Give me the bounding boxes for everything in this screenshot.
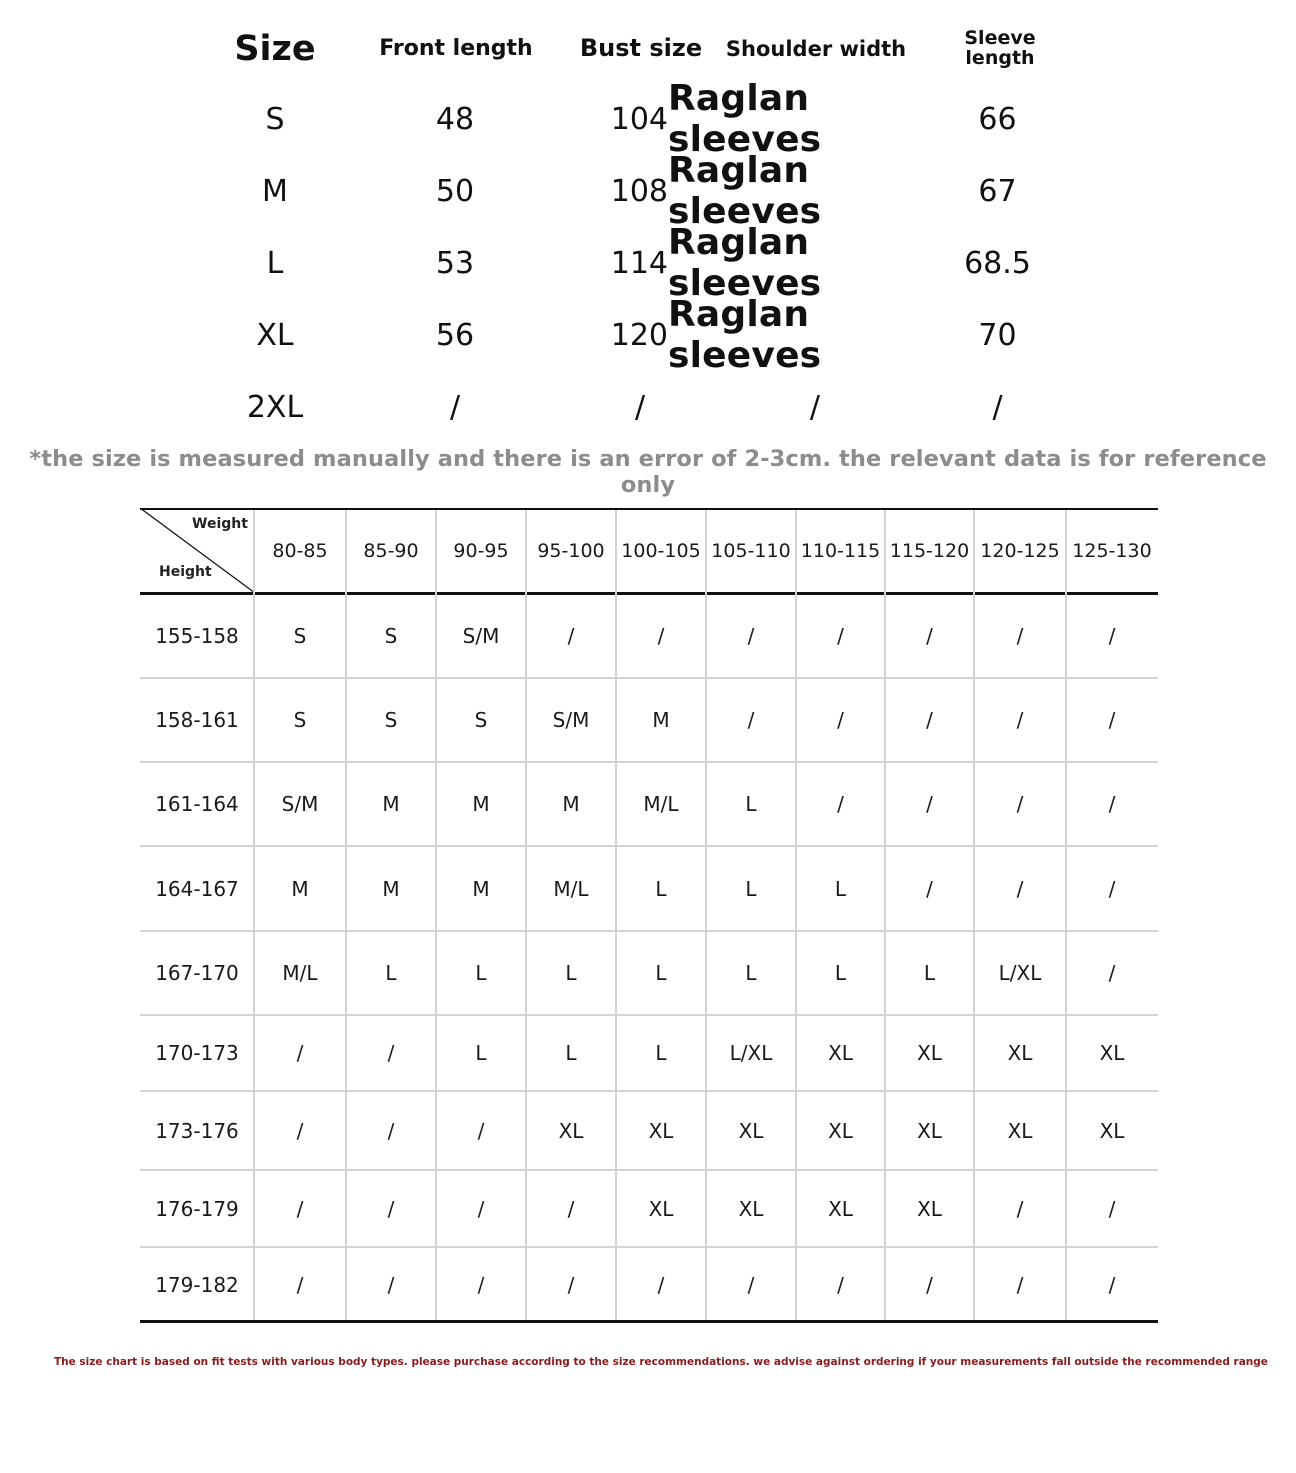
size-cell: / — [387, 1196, 395, 1221]
height-label: 167-170 — [155, 961, 239, 985]
size-cell: M/L — [643, 792, 679, 816]
corner-height-label: Height — [159, 564, 212, 580]
cell-front-length: 48 — [435, 101, 475, 137]
weight-header: 115-120 — [889, 540, 970, 562]
weight-header: 110-115 — [800, 540, 881, 562]
size-cell: L/XL — [729, 1041, 773, 1065]
weight-header: 100-105 — [621, 540, 701, 562]
size-cell: / — [1108, 961, 1116, 985]
size-cell: / — [296, 1118, 304, 1143]
size-cell: S — [293, 624, 307, 648]
height-label: 173-176 — [155, 1118, 239, 1143]
size-cell: / — [1108, 624, 1116, 648]
header-sleeve-line2: length — [965, 47, 1035, 69]
cell-sleeve-length: / — [992, 389, 1003, 425]
size-cell: S — [384, 708, 398, 732]
cell-bust-size: / — [634, 389, 646, 425]
height-label: 179-182 — [155, 1272, 239, 1297]
size-cell: XL — [648, 1196, 674, 1221]
size-cell: L — [655, 1041, 667, 1065]
header-shoulder-width: Shoulder width — [725, 36, 907, 61]
size-cell: XL — [1099, 1118, 1125, 1143]
size-cell: M — [652, 708, 670, 732]
size-cell: / — [477, 1196, 485, 1221]
cell-front-length: 50 — [435, 173, 475, 209]
height-label: 170-173 — [155, 1041, 239, 1065]
measurement-row — [0, 150, 1296, 232]
size-cell: L — [565, 1041, 577, 1065]
size-cell: M/L — [553, 876, 589, 901]
size-cell: / — [567, 1272, 575, 1297]
size-cell: / — [1108, 1196, 1116, 1221]
size-cell: M — [562, 792, 580, 816]
size-cell: / — [926, 876, 933, 901]
size-cell: / — [1016, 708, 1024, 732]
size-cell: / — [477, 1272, 485, 1297]
header-bust-size: Bust size — [579, 34, 703, 63]
cell-front-length: 53 — [435, 245, 475, 281]
size-cell: L — [834, 876, 847, 901]
weight-header: 85-90 — [363, 540, 419, 562]
cell-shoulder-width: Raglan sleeves — [668, 222, 822, 304]
cell-size: S — [265, 101, 285, 137]
measurement-row — [0, 78, 1296, 160]
size-cell: S/M — [552, 708, 590, 732]
size-cell: M — [472, 876, 490, 901]
size-cell: / — [657, 1272, 665, 1297]
size-cell: M — [291, 876, 309, 901]
size-cell: / — [837, 792, 844, 816]
height-label: 164-167 — [155, 876, 239, 901]
size-cell: / — [926, 792, 933, 816]
size-cell: / — [747, 708, 755, 732]
size-cell: / — [567, 624, 575, 648]
size-cell: S — [293, 708, 307, 732]
size-cell: L — [655, 876, 667, 901]
size-cell: L — [745, 961, 757, 985]
height-label: 161-164 — [155, 792, 239, 816]
size-cell: L — [475, 961, 487, 985]
size-cell: XL — [828, 1196, 853, 1221]
size-cell: / — [387, 1041, 395, 1065]
measurement-note: *the size is measured manually and there is an error of 2-3cm. the relevant data is for reference only — [29, 446, 1267, 498]
size-cell: XL — [828, 1041, 853, 1065]
size-cell: XL — [917, 1041, 942, 1065]
size-cell: / — [747, 624, 755, 648]
size-cell: L — [565, 961, 577, 985]
cell-bust-size: 108 — [610, 173, 668, 209]
weight-header: 80-85 — [272, 540, 328, 562]
header-sleeve-length — [950, 22, 1050, 76]
size-cell: XL — [648, 1118, 674, 1143]
weight-header: 125-130 — [1072, 540, 1152, 562]
size-cell: XL — [917, 1196, 942, 1221]
size-cell: XL — [1007, 1041, 1033, 1065]
header-size: Size — [234, 28, 316, 69]
cell-bust-size: 120 — [610, 317, 668, 353]
size-cell: S — [474, 708, 488, 732]
size-cell: / — [747, 1272, 755, 1297]
height-label: 155-158 — [155, 624, 239, 648]
cell-bust-size: 114 — [610, 245, 668, 281]
cell-front-length: / — [449, 389, 461, 425]
cell-sleeve-length: 67 — [978, 173, 1017, 209]
size-cell: / — [837, 708, 844, 732]
size-cell: L — [655, 961, 667, 985]
weight-header: 90-95 — [453, 540, 509, 562]
size-cell: / — [1016, 1272, 1024, 1297]
size-cell: / — [1016, 1196, 1024, 1221]
weight-header: 95-100 — [537, 540, 605, 562]
size-cell: L — [923, 961, 936, 985]
corner-weight-label: Weight — [192, 516, 248, 532]
size-cell: XL — [558, 1118, 584, 1143]
cell-sleeve-length: 68.5 — [964, 245, 1031, 281]
size-cell: / — [567, 1196, 575, 1221]
cell-shoulder-width: Raglan sleeves — [668, 294, 822, 376]
weight-header: 105-110 — [711, 540, 791, 562]
size-cell: / — [296, 1272, 304, 1297]
size-cell: L — [834, 961, 847, 985]
cell-size: M — [262, 173, 288, 209]
size-cell: XL — [738, 1196, 764, 1221]
size-cell: XL — [1007, 1118, 1033, 1143]
size-cell: M/L — [282, 961, 318, 985]
size-cell: / — [1108, 1272, 1116, 1297]
size-recommendation-grid — [140, 508, 1158, 1322]
size-cell: / — [926, 708, 933, 732]
height-label: 158-161 — [155, 708, 239, 732]
size-cell: L — [745, 876, 757, 901]
weight-header: 120-125 — [980, 540, 1060, 562]
measurement-row — [0, 222, 1296, 304]
size-cell: / — [926, 624, 933, 648]
size-cell: / — [837, 624, 844, 648]
cell-size: L — [266, 245, 284, 281]
size-cell: XL — [1099, 1041, 1125, 1065]
size-cell: XL — [917, 1118, 942, 1143]
cell-shoulder-width: / — [809, 389, 821, 425]
cell-bust-size: 104 — [610, 101, 668, 137]
size-cell: L/XL — [998, 961, 1042, 985]
size-cell: / — [1108, 792, 1116, 816]
cell-sleeve-length: 70 — [978, 317, 1017, 353]
header-front-length: Front length — [379, 36, 533, 62]
size-cell: / — [387, 1272, 395, 1297]
size-cell: S/M — [281, 792, 319, 816]
cell-shoulder-width: Raglan sleeves — [668, 78, 822, 160]
footer-note: The size chart is based on fit tests with various body types. please purchase according to the size recommendations. we advise against ordering if your measurements fall outside the recommended range — [54, 1356, 1268, 1368]
size-cell: / — [387, 1118, 395, 1143]
size-cell: / — [657, 624, 665, 648]
size-cell: / — [1016, 624, 1024, 648]
cell-front-length: 56 — [435, 317, 475, 353]
size-cell: / — [296, 1041, 304, 1065]
size-cell: L — [385, 961, 397, 985]
measurement-row — [0, 377, 1296, 437]
measurement-row — [0, 294, 1296, 376]
size-cell: / — [477, 1118, 485, 1143]
cell-size: 2XL — [246, 389, 304, 425]
size-cell: / — [1016, 876, 1024, 901]
size-cell: M — [382, 792, 400, 816]
size-cell: / — [1108, 708, 1116, 732]
size-cell: XL — [828, 1118, 853, 1143]
header-sleeve-line1: Sleeve — [964, 27, 1036, 50]
size-cell: S — [384, 624, 398, 648]
cell-shoulder-width: Raglan sleeves — [668, 150, 822, 232]
size-cell: / — [837, 1272, 844, 1297]
size-cell: XL — [738, 1118, 764, 1143]
cell-size: XL — [256, 317, 294, 353]
measurement-table — [0, 0, 1296, 440]
size-cell: / — [296, 1196, 304, 1221]
size-cell: / — [1016, 792, 1024, 816]
size-cell: L — [475, 1041, 487, 1065]
size-cell: L — [745, 792, 757, 816]
height-label: 176-179 — [155, 1196, 239, 1221]
cell-sleeve-length: 66 — [978, 101, 1017, 137]
size-cell: / — [926, 1272, 933, 1297]
size-cell: S/M — [462, 624, 500, 648]
size-cell: / — [1108, 876, 1116, 901]
size-cell: M — [382, 876, 400, 901]
size-cell: M — [472, 792, 490, 816]
